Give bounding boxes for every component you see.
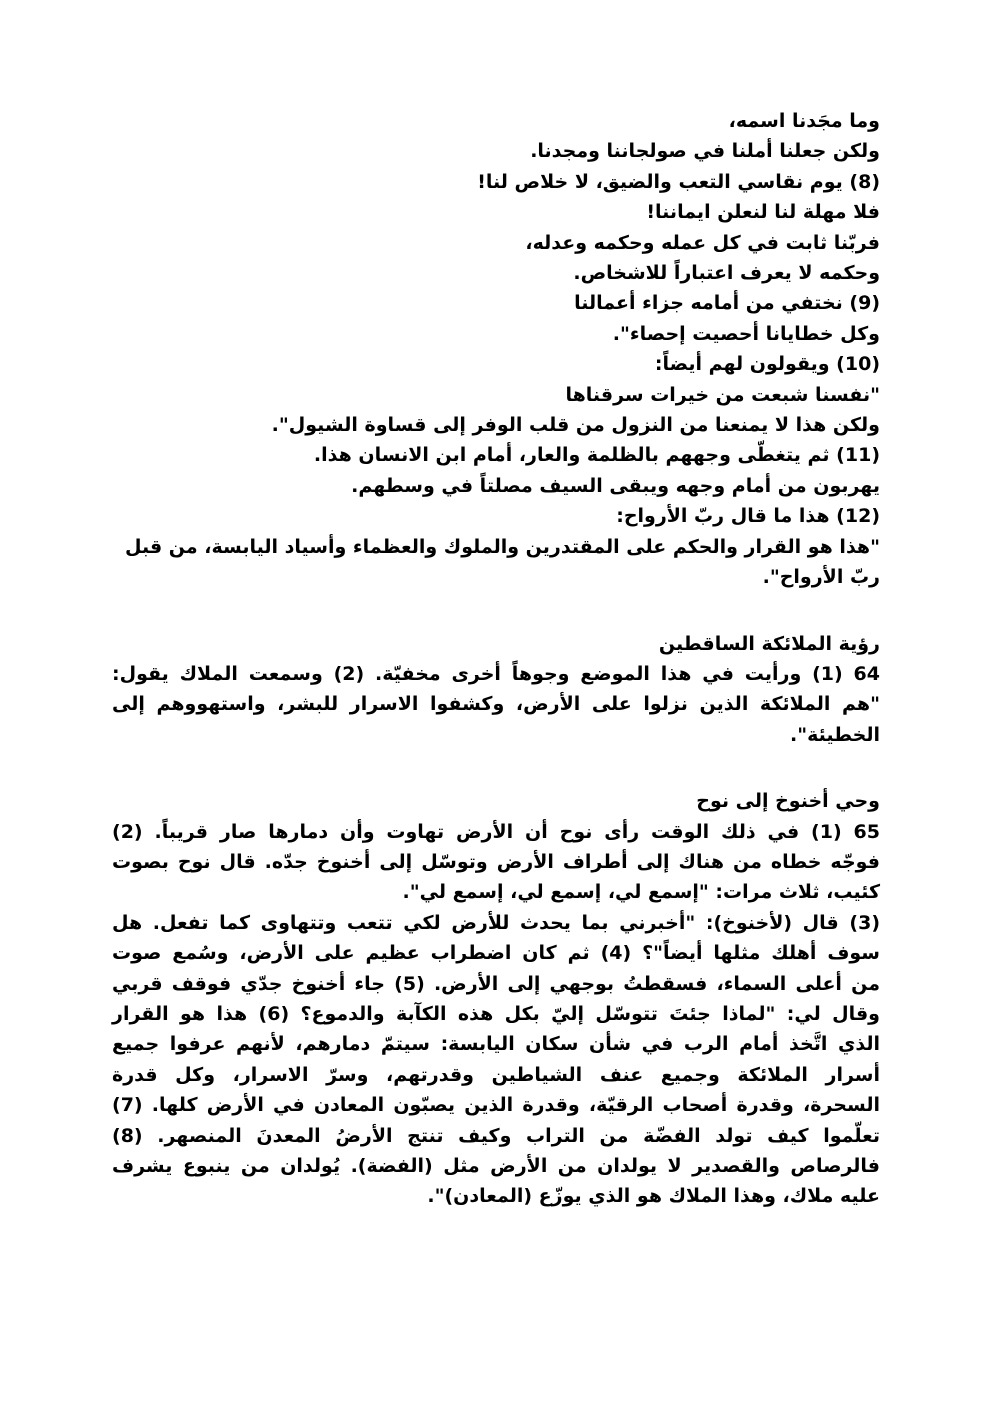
- poem-line: (9) نختفي من أمامه جزاء أعمالنا: [574, 292, 880, 315]
- poem-line: (8) يوم نقاسي التعب والضيق، لا خلاص لنا!: [477, 170, 880, 193]
- poem-line: (10) ويقولون لهم أيضاً:: [654, 353, 880, 376]
- poem-line: فلا مهلة لنا لنعلن ايماننا!: [646, 201, 880, 224]
- paragraph-line: كئيب، ثلاث مرات: "إسمع لي، إسمع لي، إسمع لي".: [402, 881, 880, 904]
- paragraph-line: 65 (1) في ذلك الوقت رأى نوح أن الأرض تهاوت وأن دمارها صار قريباً. (2): [112, 820, 880, 843]
- poem-line: وما مجَدنا اسمه،: [728, 110, 880, 132]
- paragraph-line: "هم الملائكة الذين نزلوا على الأرض، وكشفوا الاسرار للبشر، واستهووهم إلى: [112, 693, 880, 716]
- poem-block: [112, 106, 880, 593]
- poem-line: "هذا هو القرار والحكم على المقتدرين والملوك والعظماء وأسياد اليابسة، من قبل: [125, 535, 880, 558]
- paragraph-line: فوجّه خطاه من هناك إلى أطراف الأرض وتوسّل إلى أخنوخ جدّه. قال نوح بصوت: [112, 850, 880, 873]
- poem-line: وحكمه لا يعرف اعتباراً للاشخاص.: [573, 262, 880, 285]
- paragraph-line: عليه ملاك، وهذا الملاك هو الذي يوزّع (المعادن)".: [427, 1185, 880, 1208]
- poem-line: وكل خطايانا أحصيت إحصاء".: [612, 322, 880, 345]
- section-heading: رؤية الملائكة الساقطين: [658, 632, 880, 655]
- document-text-block: [112, 106, 880, 1212]
- paragraph-line: السحرة، وقدرة أصحاب الرقيّة، وقدرة الذين يصبّون المعادن في الأرض كلها. (7): [112, 1094, 880, 1117]
- paragraph-line: وقال لي: "لماذا جئتَ تتوسّل إليّ بكل هذه الكآبة والدموع؟ (6) هذا هو القرار: [112, 1002, 880, 1025]
- paragraph-line: الخطيئة".: [790, 723, 880, 746]
- paragraph-line: من أعلى السماء، فسقطتُ بوجهي إلى الأرض. (5) جاء أخنوخ جدّي فوقف قربي: [112, 972, 880, 995]
- paragraph-line: تعلّموا كيف تولد الفضّة من التراب وكيف تنتج الأرضُ المعدنَ المنصهر. (8): [112, 1124, 880, 1147]
- paragraph-line: أسرار الملائكة وجميع عنف الشياطين وقدرتهم، وسرّ الاسرار، وكل قدرة: [112, 1063, 880, 1086]
- paragraph-line: الذي اتَّخذ أمام الرب في شأن سكان اليابسة: سيتمّ دمارهم، لأنهم عرفوا جميع: [112, 1033, 880, 1056]
- poem-line: ربّ الأرواح".: [762, 566, 880, 589]
- poem-line: ولكن هذا لا يمنعنا من النزول من قلب الوفر إلى قساوة الشيول".: [271, 414, 880, 437]
- poem-line: (12) هذا ما قال ربّ الأرواح:: [616, 505, 880, 528]
- section-heading: وحي أخنوخ إلى نوح: [696, 790, 880, 813]
- poem-line: يهربون من أمام وجهه ويبقى السيف مصلتاً في وسطهم.: [351, 474, 880, 497]
- poem-line: "نفسنا شبعت من خيرات سرقناها: [565, 383, 880, 406]
- paragraph-line: 64 (1) ورأيت في هذا الموضع وجوهاً أخرى مخفيّة. (2) وسمعت الملاك يقول:: [112, 662, 880, 685]
- paragraph-line: سوف أهلك مثلها أيضاً"؟ (4) ثم كان اضطراب عظيم على الأرض، وسُمع صوت: [112, 942, 880, 965]
- section-enoch-revelation-to-noah: [112, 786, 880, 1212]
- paragraph-line: فالرصاص والقصدير لا يولدان من الأرض مثل (الفضة). يُولدان من ينبوع يشرف: [112, 1155, 880, 1177]
- poem-line: ولكن جعلنا أملنا في صولجاننا ومجدنا.: [530, 140, 880, 163]
- paragraph-line: (3) قال (لأخنوخ): "أخبرني بما يحدث للأرض لكي تتعب وتتهاوى كما تفعل. هل: [112, 911, 880, 934]
- poem-line: (11) ثم يتغطّى وجههم بالظلمة والعار، أمام ابن الانسان هذا.: [313, 444, 880, 467]
- section-fallen-angels-vision: [112, 629, 880, 751]
- poem-line: فربّنا ثابت في كل عمله وحكمه وعدله،: [525, 231, 880, 254]
